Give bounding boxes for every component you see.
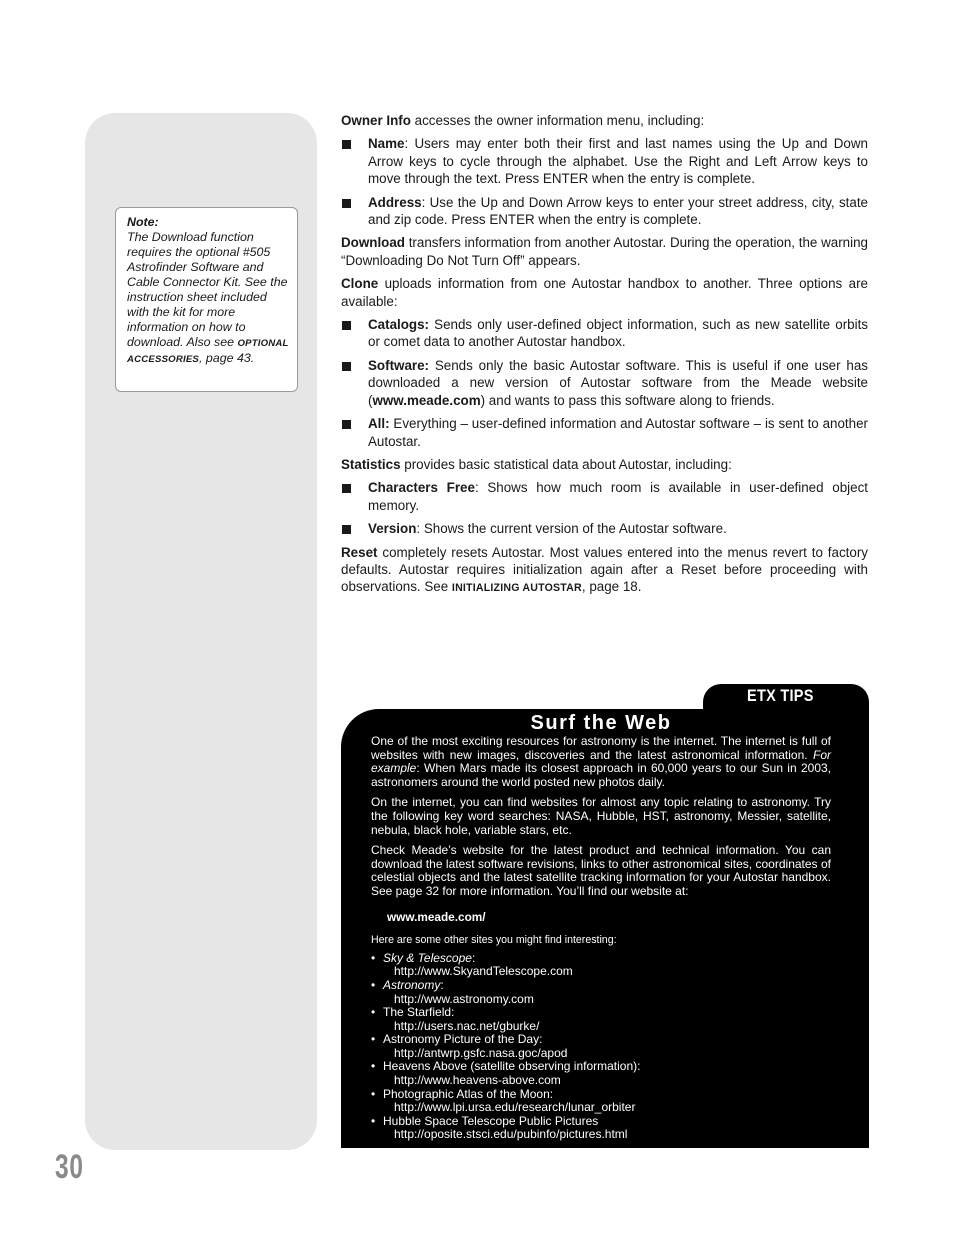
site-name: • The Starfield: xyxy=(371,1006,831,1020)
software-text: Sends only the basic Autostar software. This is useful if one user has downloaded a new version of Autostar software from the Meade website ( xyxy=(368,357,868,408)
site-url-link[interactable]: http://www.lpi.ursa.edu/research/lunar_orbiter xyxy=(394,1100,636,1115)
catalogs-text: Sends only user-defined object information, such as new satellite orbits or comet data to another Autostar handbox. xyxy=(368,317,868,350)
owner-info-paragraph xyxy=(341,112,868,129)
statistics-paragraph xyxy=(341,456,868,473)
clone-text: uploads information from one Autostar handbox to another. Three options are available: xyxy=(341,276,868,309)
list-item-all xyxy=(341,415,868,450)
bullet-square-icon xyxy=(342,525,351,534)
clone-paragraph xyxy=(341,275,868,310)
list-item-software xyxy=(341,357,868,409)
tips-paragraph-2: On the internet, you can find websites for almost any topic relating to astronomy. Try the following key word searches: NASA, Hubble, HST, astronomy, Messier, satellite, nebula, black hole, variable stars, etc. xyxy=(371,795,831,837)
bullet-square-icon xyxy=(342,420,351,429)
site-name: • Astronomy Picture of the Day: xyxy=(371,1033,831,1047)
tips-sites-intro: Here are some other sites you might find interesting: xyxy=(371,934,617,947)
software-term: Software: xyxy=(368,357,430,373)
site-url-link[interactable]: http://www.SkyandTelescope.com xyxy=(394,964,573,979)
site-name: • Heavens Above (satellite observing information): xyxy=(371,1060,831,1074)
list-item xyxy=(371,1033,831,1060)
list-item xyxy=(371,1115,831,1142)
note-ref: OPTIONAL ACCESSORIES xyxy=(127,338,289,365)
bullet-square-icon xyxy=(342,484,351,493)
list-item-name xyxy=(341,135,868,187)
note-box xyxy=(115,207,298,392)
list-item-catalogs xyxy=(341,316,868,351)
bullet-square-icon xyxy=(342,362,351,371)
list-item xyxy=(371,1006,831,1033)
name-text: : Users may enter both their first and last names using the Up and Down Arrow keys to cycle through the alphabet. Use the Right and Left Arrow keys to move through the text. Press ENTER when the entry is complete. xyxy=(368,136,868,187)
site-name-suffix: : xyxy=(471,950,476,965)
site-url-link[interactable]: http://antwrp.gsfc.nasa.goc/apod xyxy=(394,1045,568,1060)
download-paragraph xyxy=(341,234,868,269)
catalogs-term: Catalogs: xyxy=(368,317,430,333)
page-number: 30 xyxy=(55,1148,84,1186)
site-name xyxy=(371,979,831,993)
list-item-address xyxy=(341,194,868,229)
all-term: All: xyxy=(368,416,390,432)
note-body: The Download function requires the optional #505 Astrofinder Software and Cable Connector Kit. See the instruction sheet included with the kit for more information on how to download. Also see xyxy=(127,230,288,349)
statistics-text: provides basic statistical data about Autostar, including: xyxy=(400,456,732,472)
tips-p1-text: One of the most exciting resources for astronomy is the internet. The internet is full of websites with new images, discoveries and the latest astronomical information. xyxy=(371,734,831,762)
characters-free-text: : Shows how much room is available in user-defined object memory. xyxy=(368,480,868,513)
site-name: • Hubble Space Telescope Public Pictures xyxy=(371,1115,831,1129)
list-item-version xyxy=(341,520,868,537)
address-term: Address xyxy=(368,194,422,210)
version-term: Version xyxy=(368,521,417,537)
software-text-end: ) and wants to pass this software along to friends. xyxy=(480,392,775,408)
site-url-link[interactable]: http://oposite.stsci.edu/pubinfo/pictures.html xyxy=(394,1127,628,1142)
all-text: Everything – user-defined information and Autostar software – is sent to another Autostar. xyxy=(368,416,868,449)
name-term: Name xyxy=(368,136,405,152)
list-item xyxy=(371,952,831,979)
bullet-square-icon xyxy=(342,199,351,208)
reset-text: completely resets Autostar. Most values entered into the menus revert to factory defaults. Autostar requires initialization again after a Reset before proceeding with observations. See xyxy=(341,544,868,595)
tips-p1-text-end: : When Mars made its closest approach in 60,000 years to our Sun in 2003, astronomers around the world posted new photos daily. xyxy=(371,761,831,789)
reset-page: , page 18. xyxy=(581,579,642,595)
meade-website-link[interactable]: www.meade.com xyxy=(372,392,481,408)
list-item-characters-free xyxy=(341,479,868,514)
site-name xyxy=(371,952,831,966)
list-item xyxy=(371,979,831,1006)
site-name-text: Sky & Telescope xyxy=(383,950,472,965)
tips-body xyxy=(371,735,831,1142)
site-url-link[interactable]: http://www.heavens-above.com xyxy=(394,1073,561,1088)
site-url-link[interactable]: http://users.nac.net/gburke/ xyxy=(394,1018,540,1033)
site-name-text: Astronomy xyxy=(383,977,441,992)
download-term: Download xyxy=(341,235,405,251)
owner-info-term: Owner Info xyxy=(341,113,411,128)
etx-tips-label: ETX TIPS xyxy=(747,687,814,705)
tips-paragraph-3: Check Meade’s website for the latest product and technical information. You can download the latest software revisions, links to other astronomical sites, coordinates of celestial objects and the latest satellite tracking information for your Autostar handbox. See page 32 for more information. You’ll find our website at: xyxy=(371,843,831,898)
note-title: Note: xyxy=(127,215,159,229)
site-name-suffix: : xyxy=(440,977,444,992)
list-item xyxy=(371,1060,831,1087)
address-text: : Use the Up and Down Arrow keys to enter your street address, city, state and zip code. Press ENTER when the entry is complete. xyxy=(368,194,868,228)
tips-paragraph-1 xyxy=(371,735,831,789)
download-text: transfers information from another Autostar. During the operation, the warning “Downloading Do Not Turn Off” appears. xyxy=(341,235,868,268)
main-content xyxy=(341,112,868,604)
statistics-term: Statistics xyxy=(341,456,401,472)
reset-ref: INITIALIZING AUTOSTAR xyxy=(451,582,582,595)
site-name: • Photographic Atlas of the Moon: xyxy=(371,1088,831,1102)
reset-paragraph xyxy=(341,544,868,598)
list-item xyxy=(371,1088,831,1115)
tips-p1-emphasis: For example xyxy=(371,747,831,776)
clone-term: Clone xyxy=(341,276,379,292)
reset-term: Reset xyxy=(341,544,378,560)
characters-free-term: Characters Free xyxy=(368,480,475,496)
bullet-square-icon xyxy=(342,140,351,149)
note-page: , page 43. xyxy=(199,351,255,365)
version-text: : Shows the current version of the Autostar software. xyxy=(416,521,727,537)
bullet-square-icon xyxy=(342,321,351,330)
tips-title: Surf the Web xyxy=(530,712,672,734)
site-url-link[interactable]: http://www.astronomy.com xyxy=(394,991,534,1006)
tips-website-link[interactable]: www.meade.com/ xyxy=(387,909,486,924)
owner-info-text: accesses the owner information menu, including: xyxy=(410,113,705,128)
